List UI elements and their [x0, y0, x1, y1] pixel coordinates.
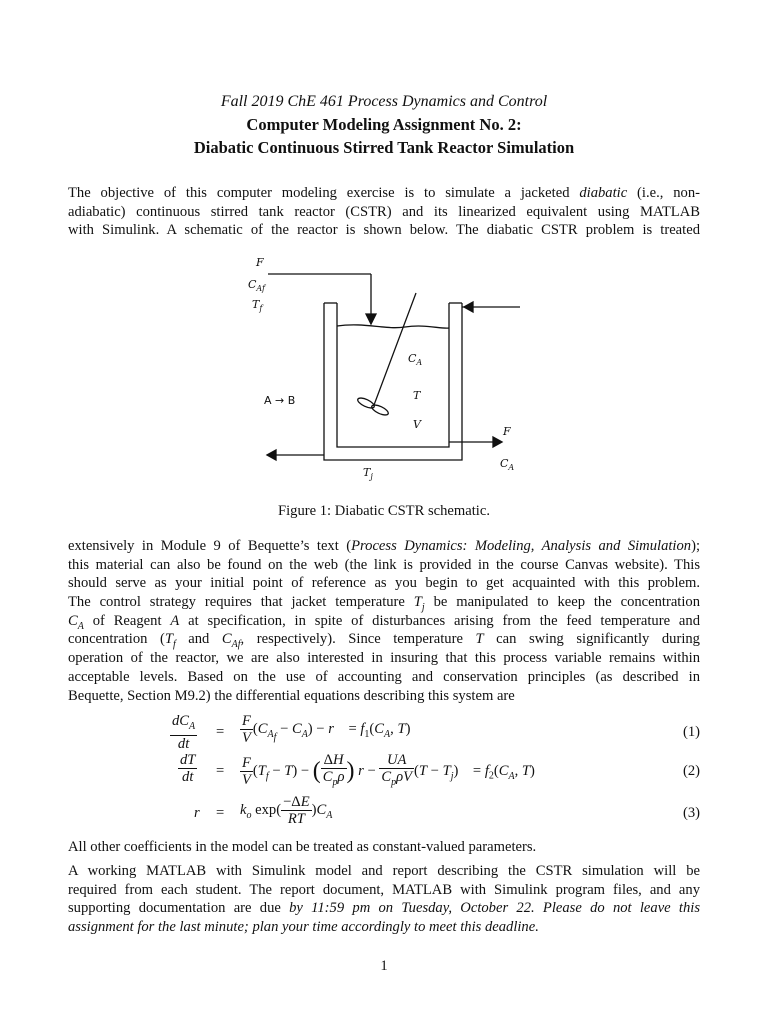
body-line-9: Bequette, Section M9.2) the differential equations describing this system are [68, 687, 515, 704]
body-line-2: this material can also be found on the web (the link is provided in the course Canvas website). This [68, 556, 700, 573]
course-title: Fall 2019 ChE 461 Process Dynamics and Control [220, 93, 548, 110]
body-line-1: extensively in Module 9 of Bequette’s text (Process Dynamics: Modeling, Analysis and Simulation); [68, 538, 700, 554]
liquid-surface [337, 325, 449, 328]
figure-caption: Figure 1: Diabatic CSTR schematic. [278, 503, 490, 519]
cstr-schematic [240, 250, 530, 490]
due-line-1: A working MATLAB with Simulink model and report describing the CSTR simulation will be [68, 863, 700, 879]
intro-line-3: with Simulink. A schematic of the reactor is shown below. The diabatic CSTR problem is treated [68, 222, 700, 239]
intro-line-1: The objective of this computer modeling exercise is to simulate a jacketed diabatic (i.e., non- [68, 185, 701, 201]
jacket-outlet-arrow-icon [267, 450, 276, 460]
label-tank-conc: $C_A$ [408, 352, 423, 367]
intro-paragraph [68, 184, 700, 240]
intro-line-2: adiabatic) continuous stirred tank reactor (CSTR) and its linearized equivalent using MATLAB [68, 203, 700, 220]
due-line-2: required from each student. The report document, MATLAB with Simulink program files, and any [68, 881, 700, 898]
jacket-inlet-arrow-icon [464, 302, 473, 312]
body-line-8: acceptable levels. Based on the use of accounting and conservation principles (as described in [68, 668, 700, 685]
label-jacket-temp: $T_j$ [363, 466, 373, 481]
due-line-4: assignment for the last minute; plan your time accordingly to meet this deadline. [68, 919, 539, 936]
params-note: All other coefficients in the model can be treated as constant-valued parameters. [68, 839, 537, 855]
body-line-5: $C_A$ of Reagent A at specification, in spite of disturbances arising from the feed temperature and [68, 612, 700, 632]
body-line-7: operation of the reactor, we are also interested in insuring that this process variable remains within [68, 650, 700, 667]
reactor-drawing [267, 274, 520, 460]
equation-3: r = $k_o$ exp( $\frac{-\Delta E}{RT}$ )$C_A$ (3) [194, 794, 700, 827]
due-line-3: supporting documentation are due by 11:59 pm on Tuesday, October 22. Please do not leave this [68, 900, 700, 917]
body-paragraph [68, 537, 700, 705]
stirrer-blade-left-icon [356, 396, 375, 410]
equation-3-number: (3) [682, 805, 700, 821]
label-feed-flow: F [256, 256, 264, 269]
body-line-3: should serve as your initial point of reference as you begin to get acquainted with this problem. [68, 575, 700, 592]
jacket-outer [324, 303, 462, 460]
equation-2-number: (2) [682, 763, 700, 779]
label-out-conc: $C_A$ [500, 457, 515, 472]
equation-2: $\frac{dT}{dt}$ = $\frac{F}{V}$ $(T_f - T)$ − ( $\frac{\Delta H}{C_p\rho}$ ) r − $\frac{UA}{C_p\rho V}$ $(T - T_j)$ = $f_2(C_A$, T) (2) [180, 752, 700, 788]
label-feed-temp: $T_f$ [252, 298, 263, 313]
stirrer-blade-right-icon [370, 403, 389, 417]
equation-1: $\frac{dC_A}{dt}$ = $\frac{F}{V}$ $(C_{A_f} - C_A) - r$ = $f_1(C_A$, T) (1) [172, 713, 700, 752]
body-line-4: The control strategy requires that jacket temperature $T_j$ be manipulated to keep the concentration [68, 594, 701, 613]
equation-1-number: (1) [682, 724, 700, 740]
label-reaction: A → B [264, 394, 296, 407]
feed-arrow-icon [366, 314, 376, 324]
assignment-title: Computer Modeling Assignment No. 2: [246, 115, 522, 134]
outlet-arrow-icon [493, 437, 502, 447]
body-line-6: concentration ($T_f$ and $C_{Af}$, respectively). Since temperature T can swing significantly during [68, 631, 700, 651]
label-tank-temp: T [413, 389, 421, 402]
page-number: 1 [380, 958, 388, 974]
assignment-topic: Diabatic Continuous Stirred Tank Reactor Simulation [193, 138, 575, 157]
label-feed-conc: $C_{Af}$ [248, 278, 266, 293]
label-tank-volume: V [413, 418, 421, 431]
label-out-flow: F [503, 425, 511, 438]
stirrer-shaft [374, 293, 416, 405]
due-paragraph [68, 862, 700, 937]
